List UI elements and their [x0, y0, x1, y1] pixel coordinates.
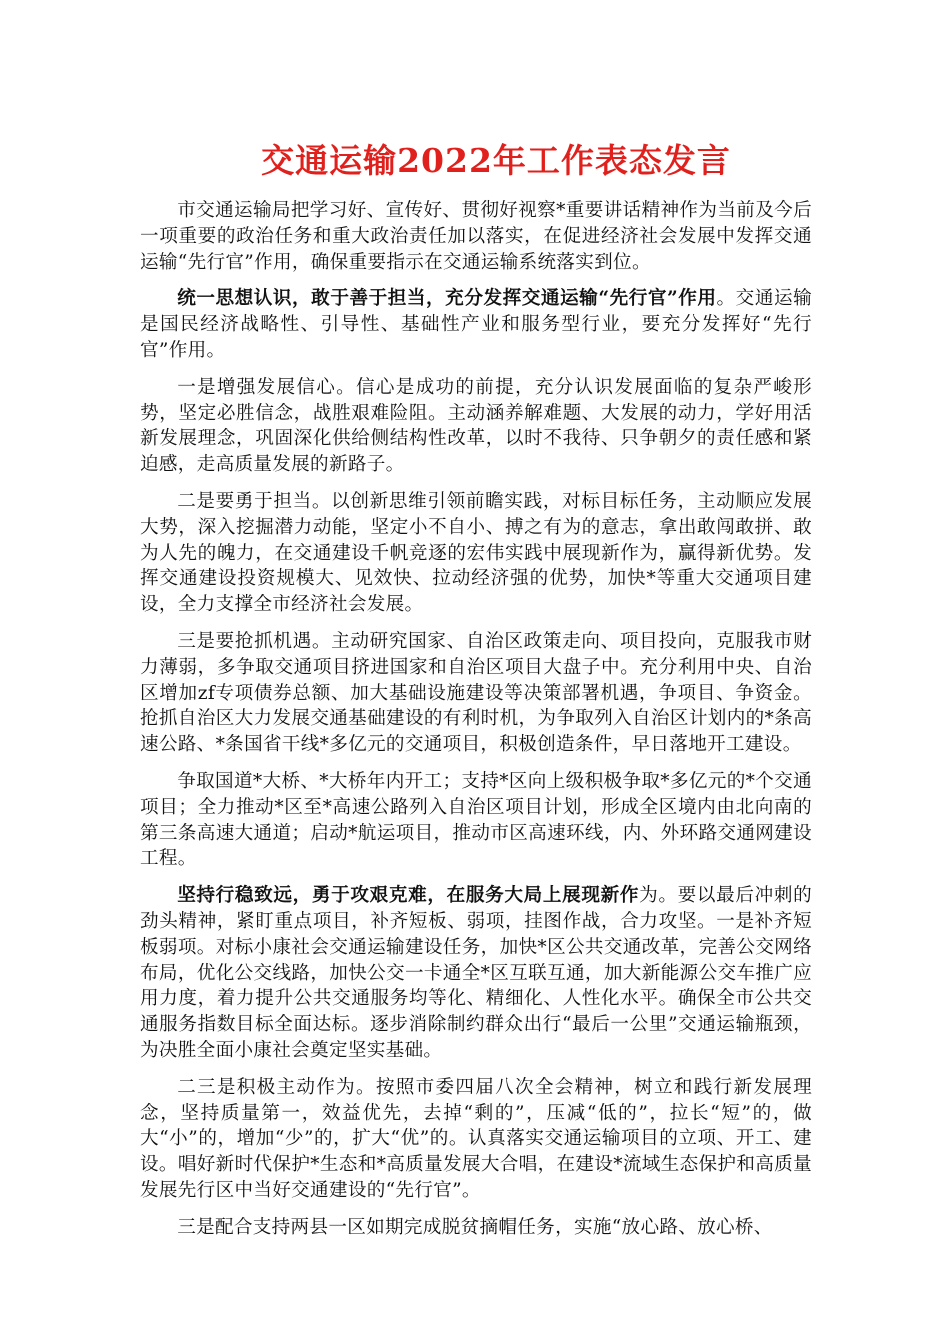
paragraph-text: 市交通运输局把学习好、宣传好、贯彻好视察*重要讲话精神作为当前及今后一项重要的政治任务和重大政治责任加以落实，在促进经济社会发展中发挥交通运输“先行官”作用，确保重要指示在交通运输系统落实到位。 — [140, 200, 812, 273]
paragraph-section-2 — [140, 883, 812, 1064]
document-title: 交通运输2022年工作表态发言 — [261, 141, 731, 180]
paragraph-projects — [140, 769, 812, 872]
paragraph-text: 争取国道*大桥、*大桥年内开工；支持*区向上级积极争取*多亿元的*个交通项目；全力推动*区至*高速公路列入自治区项目计划，形成全区境内由北向南的第三条高速大通道；启动*航运项目，推动市区高速环线，内、外环路交通网建设工程。 — [140, 770, 812, 870]
paragraph-intro — [140, 198, 812, 275]
paragraph-section-1 — [140, 286, 812, 363]
paragraph-point-3 — [140, 629, 812, 758]
section-heading: 统一思想认识，敢于善于担当，充分发挥交通运输“先行官”作用 — [177, 288, 717, 310]
paragraph-text: 三是配合支持两县一区如期完成脱贫摘帽任务，实施“放心路、放心桥、 — [177, 1216, 773, 1238]
paragraph-text: 二是要勇于担当。以创新思维引领前瞻实践，对标目标任务，主动顺应发展大势，深入挖掘潜力动能，坚定小不自小、搏之有为的意志，拿出敢闯敢拼、敢为人先的魄力，在交通建设千帆竞逐的宏伟实践中展现新作为，赢得新优势。发挥交通建设投资规模大、见效快、拉动经济强的优势，加快*等重大交通项目建设，全力支撑全市经济社会发展。 — [140, 490, 812, 616]
paragraph-point-4 — [140, 1075, 812, 1204]
paragraph-point-1 — [140, 375, 812, 478]
paragraph-text: 三是要抢抓机遇。主动研究国家、自治区政策走向、项目投向，克服我市财力薄弱，多争取交通项目挤进国家和自治区项目大盘子中。充分利用中央、自治区增加zf专项债券总额、加大基础设施建设等决策部署机遇，争项目、争资金。抢抓自治区大力发展交通基础建设的有利时机，为争取列入自治区计划内的*条高速公路、*条国省干线*多亿元的交通项目，积极创造条件，早日落地开工建设。 — [140, 630, 812, 756]
paragraph-point-2 — [140, 489, 812, 618]
section-heading: 坚持行稳致远，勇于攻艰克难，在服务大局上展现新作 — [177, 885, 640, 907]
paragraph-point-5 — [140, 1215, 812, 1241]
paragraph-text: 。交通运输是国民经济战略性、引导性、基础性产业和服务型行业，要充分发挥好“先行官”作用。 — [140, 288, 812, 361]
paragraph-text: 一是增强发展信心。信心是成功的前提，充分认识发展面临的复杂严峻形势，坚定必胜信念，战胜艰难险阻。主动涵养解难题、大发展的动力，学好用活新发展理念，巩固深化供给侧结构性改革，以时不我待、只争朝夕的责任感和紧迫感，走高质量发展的新路子。 — [140, 376, 812, 476]
paragraph-text: 二三是积极主动作为。按照市委四届八次全会精神，树立和践行新发展理念，坚持质量第一，效益优先，去掉“剩的”，压减“低的”，拉长“短”的，做大“小”的，增加“少”的，扩大“优”的。认真落实交通运输项目的立项、开工、建设。唱好新时代保护*生态和*高质量发展大合唱，在建设*流域生态保护和高质量发展先行区中当好交通建设的“先行官”。 — [140, 1076, 812, 1201]
paragraph-text: 为。要以最后冲刺的劲头精神，紧盯重点项目，补齐短板、弱项，挂图作战，合力攻坚。一是补齐短板弱项。对标小康社会交通运输建设任务，加快*区公共交通改革，完善公交网络布局，优化公交线路，加快公交一卡通全*区互联互通，加大新能源公交车推广应用力度，着力提升公共交通服务均等化、精细化、人性化水平。确保全市公共交通服务指数目标全面达标。逐步消除制约群众出行“最后一公里”交通运输瓶颈，为决胜全面小康社会奠定坚实基础。 — [140, 885, 812, 1061]
